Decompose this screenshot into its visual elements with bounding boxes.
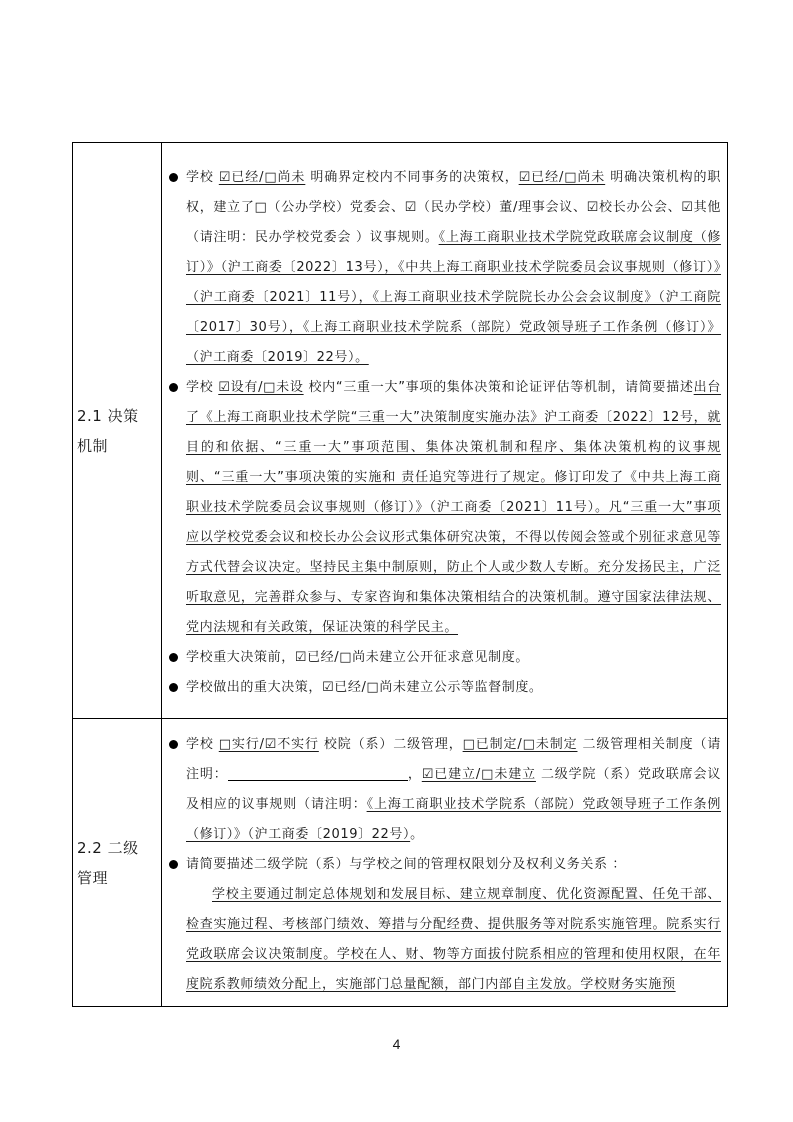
row-content-decision-mechanism [162, 143, 728, 719]
bullet-icon [169, 683, 178, 692]
paragraph-public-consultation: 学校重大决策前，☑已经/□尚未建立公开征求意见制度。 [168, 643, 721, 673]
bullet-icon [169, 383, 178, 392]
bullet-icon [169, 653, 178, 662]
row-label-line: 机制 [77, 436, 109, 455]
row-content-two-level-management [162, 719, 728, 1007]
bullet-icon [169, 173, 178, 182]
table-row-two-level-management [73, 719, 728, 1007]
bullet-icon [169, 860, 178, 869]
row-label-decision-mechanism [73, 143, 162, 719]
paragraph-public-notice: 学校做出的重大决策，☑已经/□尚未建立公示等监督制度。 [168, 673, 721, 703]
page-number: 4 [392, 1036, 401, 1052]
row-label-line: 2.2 二级 [77, 838, 139, 857]
paragraph-describe-relationship: 请简要描述二级学院（系）与学校之间的管理权限划分及权利义务关系 ： [168, 850, 721, 880]
paragraph-three-major-one-large: 学校 ☑设有/□未设 校内“三重一大”事项的集体决策和论证评估等机制，请简要描述出台了《上海工商职业技术学院“三重一大”决策制度实施办法》沪工商委〔2022〕12号，就目的和依据、“三重一大”事项范围、集体决策机制和程序、集体决策机构的议事规则、“三重一大”事项决策的实施和 责任追究等进行了规定。修订印发了《中共上海工商职业技术学院委员会议事规则（修订）》（沪工商委〔2021〕11号）。凡“三重一大”事项应以学校党委会议和校长办公会议形式集体研究决策，不得以传阅会签或个别征求意见等方式代替会议决定。坚持民主集中制原则，防止个人或少数人专断。充分发扬民主，广泛听取意见，完善群众参与、专家咨询和集体决策相结合的决策机制。遵守国家法律法规、党内法规和有关政策，保证决策的科学民主。 [168, 373, 721, 643]
bullet-icon [169, 740, 178, 749]
paragraph-two-level-system: 学校 □实行/☑不实行 校院（系）二级管理，□已制定/□未制定 二级管理相关制度（请注明： ，☑已建立/□未建立 二级学院（系）党政联席会议及相应的议事规则（请注明：《上海工商职业技术学院系（部院）党政领导班子工作条例（修订）》（沪工商委〔2019〕22号）。 [168, 730, 721, 850]
row-label-line: 管理 [77, 868, 109, 887]
row-label-line: 2.1 决策 [77, 406, 139, 425]
paragraph-decision-rights: 学校 ☑已经/□尚未 明确界定校内不同事务的决策权，☑已经/□尚未 明确决策机构的职权，建立了□（公办学校）党委会、☑（民办学校）董/理事会议、☑校长办公会、☑其他（请注明：民办学校党委会 ）议事规则。《上海工商职业技术学院党政联席会议制度（修订）》（沪工商委〔2022〕13号），《中共上海工商职业技术学院委员会议事规则（修订）》（沪工商委〔2021〕11号），《上海工商职业技术学院院长办公会会议制度》（沪工商院〔2017〕30号），《上海工商职业技术学院系（部院）党政领导班子工作条例（修订）》（沪工商委〔2019〕22号）。 [168, 163, 721, 373]
document-table [72, 142, 728, 1007]
blank-fill-line [228, 766, 408, 781]
paragraph-management-description: 学校主要通过制定总体规划和发展目标、建立规章制度、优化资源配置、任免干部、检查实施过程、考核部门绩效、筹措与分配经费、提供服务等对院系实施管理。院系实行党政联席会议决策制度。学校在人、财、物等方面拔付院系相应的管理和使用权限，在年度院系教师绩效分配上，实施部门总量配额，部门内部自主发放。学校财务实施预 [186, 886, 721, 992]
row-label-two-level-management [73, 719, 162, 1007]
table-row-decision-mechanism [73, 143, 728, 719]
